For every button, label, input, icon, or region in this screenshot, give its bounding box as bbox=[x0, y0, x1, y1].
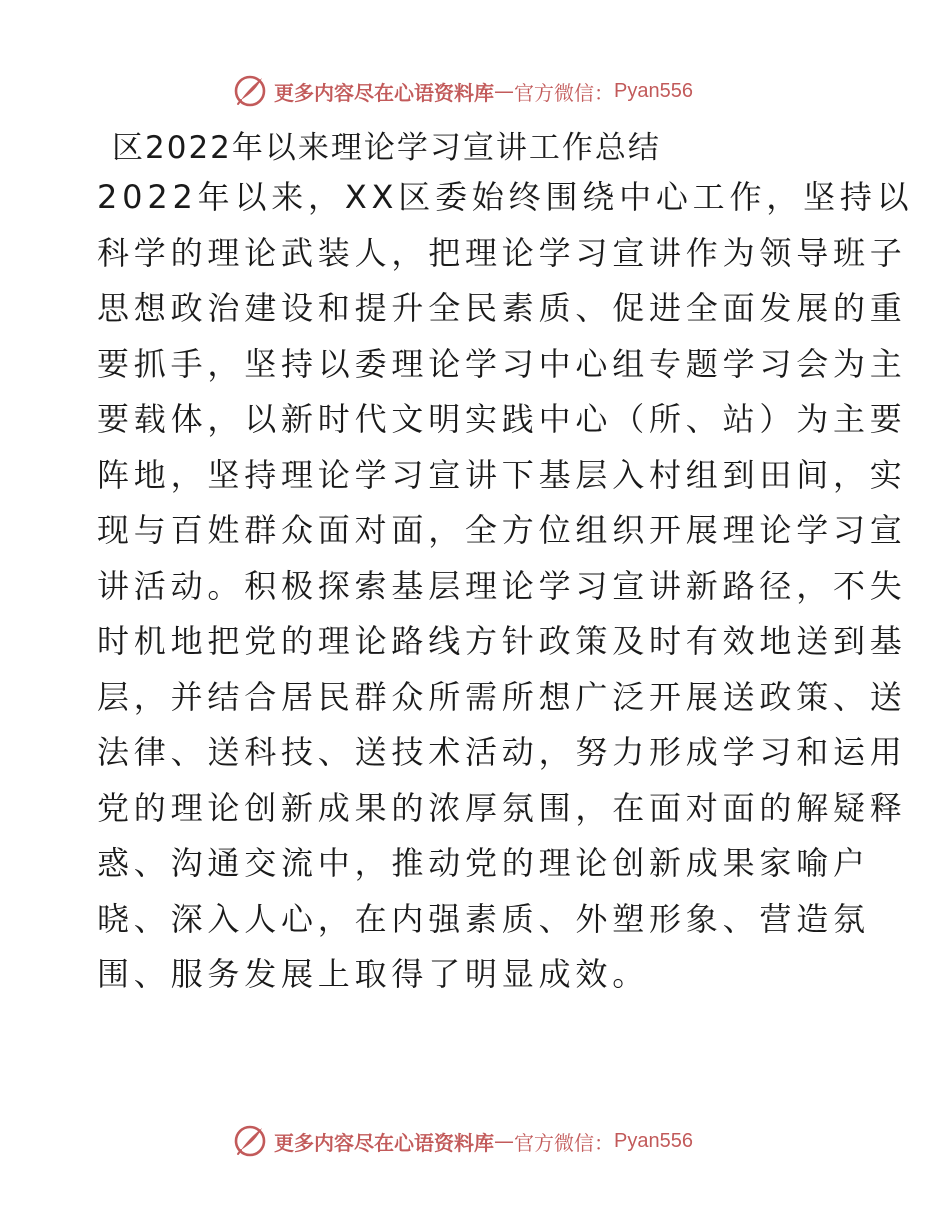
body-line: 层，并结合居民群众所需所想广泛开展送政策、送 bbox=[97, 677, 907, 716]
body-line: 围、服务发展上取得了明显成效。 bbox=[97, 955, 650, 993]
quill-pen-icon bbox=[232, 73, 268, 109]
watermark-dash: — bbox=[494, 79, 514, 103]
body-line: 法律、送科技、送技术活动，努力形成学习和运用 bbox=[97, 733, 907, 771]
body-line: 党的理论创新成果的浓厚氛围，在面对面的解疑释 bbox=[97, 788, 907, 827]
document-title: 区2022年以来理论学习宣讲工作总结 bbox=[112, 130, 661, 166]
quill-pen-icon bbox=[232, 1123, 268, 1159]
body-line: 科学的理论武装人，把理论学习宣讲作为领导班子 bbox=[97, 233, 907, 272]
body-line: 现与百姓群众面对面，全方位组织开展理论学习宣 bbox=[97, 511, 907, 549]
body-line: 讲活动。积极探索基层理论学习宣讲新路径，不失 bbox=[97, 566, 907, 605]
body-line: 思想政治建设和提升全民素质、促进全面发展的重 bbox=[97, 289, 907, 327]
body-line: 时机地把党的理论路线方针政策及时有效地送到基 bbox=[97, 622, 907, 660]
watermark-dash: — bbox=[494, 1129, 514, 1153]
footer-watermark-banner bbox=[232, 1121, 693, 1161]
body-line: 阵地，坚持理论学习宣讲下基层入村组到田间，实 bbox=[97, 455, 907, 494]
body-line: 惑、沟通交流中，推动党的理论创新成果家喻户 bbox=[97, 844, 870, 882]
body-line: 2022年以来，XX区委始终围绕中心工作，坚持以 bbox=[97, 178, 914, 216]
watermark-wechat-id: Pyan556 bbox=[614, 79, 693, 102]
body-line: 要载体，以新时代文明实践中心（所、站）为主要 bbox=[97, 400, 907, 438]
watermark-wechat-id: Pyan556 bbox=[614, 1129, 693, 1152]
document-body-paragraph bbox=[97, 170, 914, 1003]
watermark-wechat-label: 官方微信： bbox=[514, 1130, 614, 1155]
watermark-wechat-label: 官方微信： bbox=[514, 80, 614, 105]
watermark-text: 更多内容尽在心语资料库 bbox=[274, 1130, 494, 1155]
header-watermark-banner bbox=[232, 71, 693, 111]
body-line: 晓、深入人心，在内强素质、外塑形象、营造氛 bbox=[97, 899, 870, 938]
body-line: 要抓手，坚持以委理论学习中心组专题学习会为主 bbox=[97, 344, 907, 383]
watermark-text: 更多内容尽在心语资料库 bbox=[274, 80, 494, 105]
